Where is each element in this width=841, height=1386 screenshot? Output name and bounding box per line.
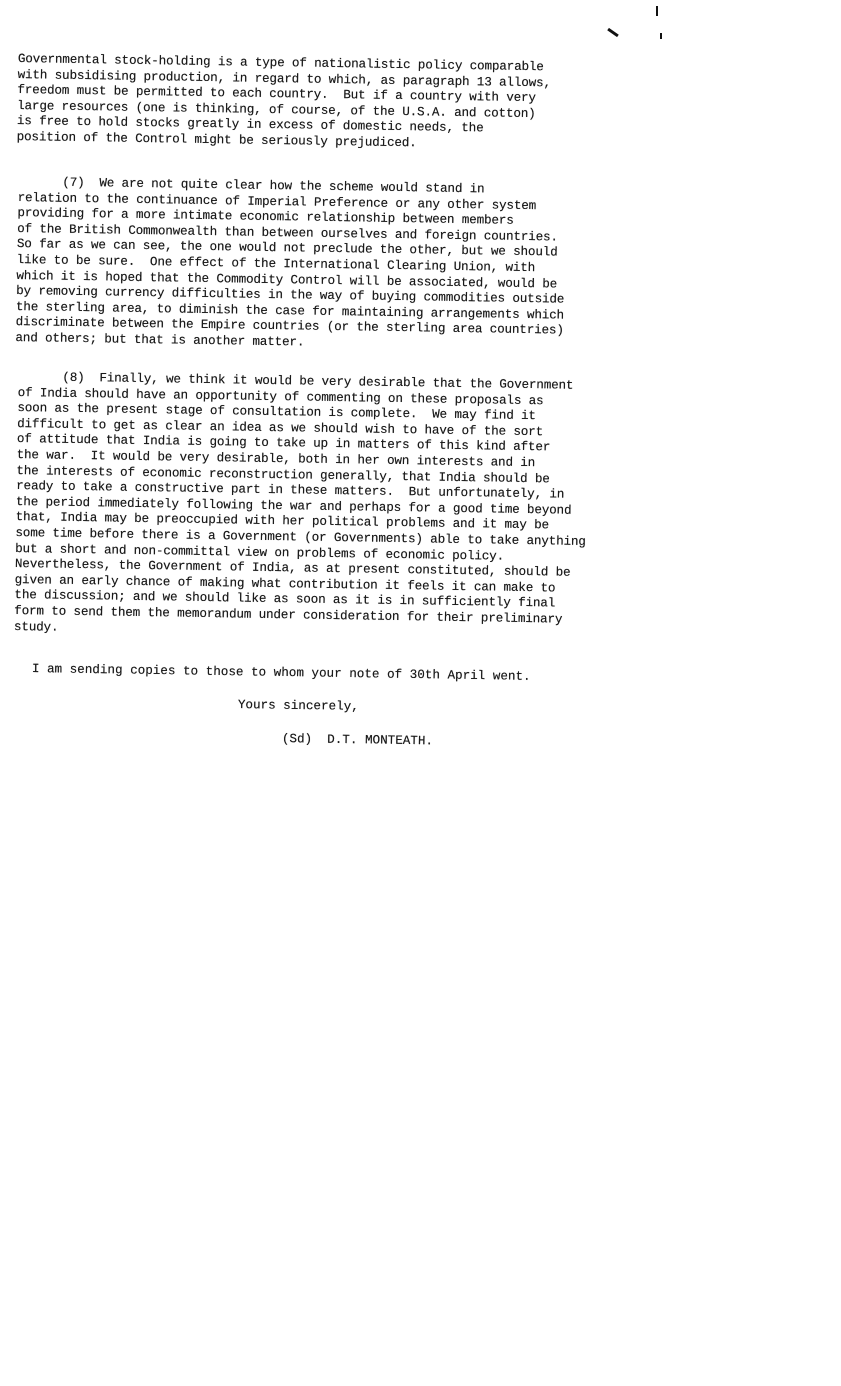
body-paragraph-8: (8) Finally, we think it would be very desirable that the Government of India should have an opportunity of commenting on these proposals as soon as the present stage of consultation is complete. We may find it difficult to get as clear an idea as we should wish to have of the sort of attitude that India is going to take up in matters of this kind after the war. It would be very desirable, both in her own interests and in the interests of economic reconstruction generally, that India should be ready to take a constructive part in these matters. But unfortunately, in the period immediately following the war and perhaps for a good time beyond that, India may be preoccupied with her political problems and it may be some time before there is a Government (or Governments) able to take anything but a short and non-committal view on problems of economic policy. Nevertheless, the Government of India, as at present constituted, should be given an early chance of making what contribution it feels it can make to the discussion; and we should like as soon as it is in sufficiently final form to send them the memorandum under consideration for their preliminary study. <box>13 370 586 635</box>
body-paragraph-7: (7) We are not quite clear how the scheme would stand in relation to the continuance of Imperial Preference or any other system providing for a more intimate economic relationship between members of the British Commonwealth than between ourselves and foreign countries. So far as we can see, the one would not preclude the other, but we should like to be sure. One effect of the International Clearing Union, with which it is hoped that the Commodity Control will be associated, would be by removing currency difficulties in the way of buying commodities outside the sterling area, to diminish the case for maintaining arrangements which discriminate between the Empire countries (or the sterling area countries) and others; but that is another matter. <box>15 175 565 350</box>
signature: (Sd) D.T. MONTEATH. <box>281 732 434 749</box>
valediction: Yours sincerely, <box>237 698 359 714</box>
closing-line: I am sending copies to those to whom your note of 30th April went. <box>31 662 531 684</box>
scan-mark <box>660 33 662 39</box>
body-paragraph-continuation: Governmental stock-holding is a type of nationalistic policy comparable with subsidising production, in regard to which, as paragraph 13 allows, freedom must be permitted to each country. But if a country with very large resources (one is thinking, of course, of the U.S.A. and cotton) is free to hold stocks greatly in excess of domestic needs, the position of the Control might be seriously prejudiced. <box>16 52 552 151</box>
scan-mark <box>656 6 658 16</box>
scan-mark <box>607 28 619 37</box>
